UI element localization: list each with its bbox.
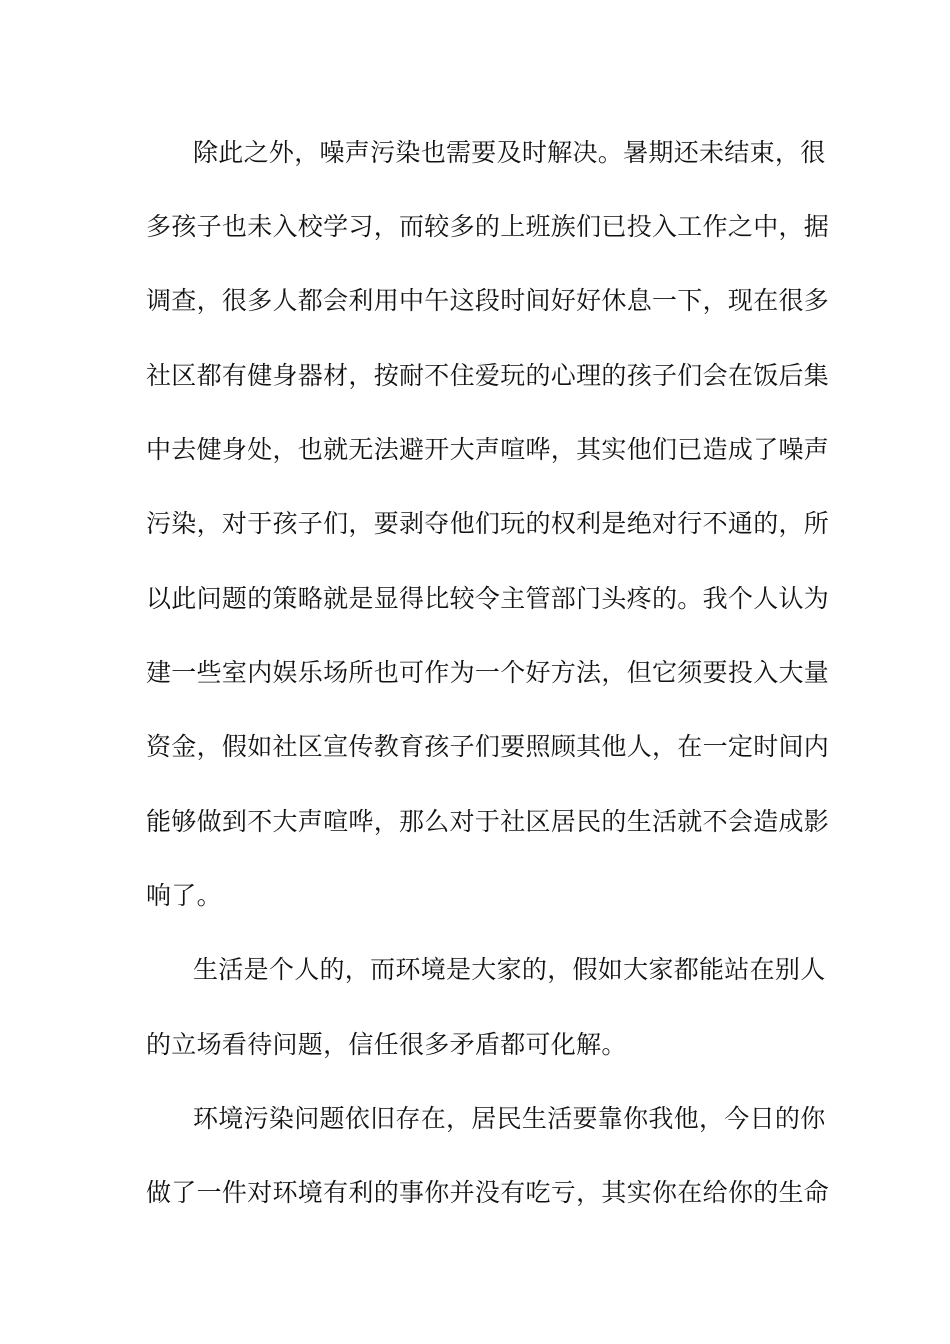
paragraph-1-line-6: 污染，对于孩子们，要剥夺他们玩的权利是绝对行不通的，所: [146, 509, 830, 538]
paragraph-3-line-2: 做了一件对环境有利的事你并没有吃亏，其实你在给你的生命: [146, 1178, 830, 1207]
paragraph-1-line-8: 建一些室内娱乐场所也可作为一个好方法，但它须要投入大量: [146, 658, 830, 687]
paragraph-1-line-9: 资金，假如社区宣传教育孩子们要照顾其他人，在一定时间内: [146, 732, 830, 761]
paragraph-1-line-10: 能够做到不大声喧哗，那么对于社区居民的生活就不会造成影: [146, 807, 830, 836]
paragraph-1-line-1: 除此之外，噪声污染也需要及时解决。暑期还未结束，很: [193, 138, 826, 167]
paragraph-1-line-4: 社区都有健身器材，按耐不住爱玩的心理的孩子们会在饭后集: [146, 361, 830, 390]
paragraph-3-line-1: 环境污染问题依旧存在，居民生活要靠你我他，今日的你: [193, 1104, 826, 1133]
paragraph-1-line-2: 多孩子也未入校学习，而较多的上班族们已投入工作之中，据: [146, 212, 830, 241]
paragraph-1-line-3: 调查，很多人都会利用中午这段时间好好休息一下，现在很多: [146, 286, 830, 315]
paragraph-2-line-2: 的立场看待问题，信任很多矛盾都可化解。: [146, 1030, 627, 1059]
paragraph-1-line-7: 以此问题的策略就是显得比较令主管部门头疼的。我个人认为: [146, 584, 830, 613]
paragraph-1-line-5: 中去健身处，也就无法避开大声喧哗，其实他们已造成了噪声: [146, 435, 830, 464]
paragraph-2-line-1: 生活是个人的，而环境是大家的，假如大家都能站在别人: [193, 955, 826, 984]
paragraph-1-line-11: 响了。: [146, 881, 222, 910]
